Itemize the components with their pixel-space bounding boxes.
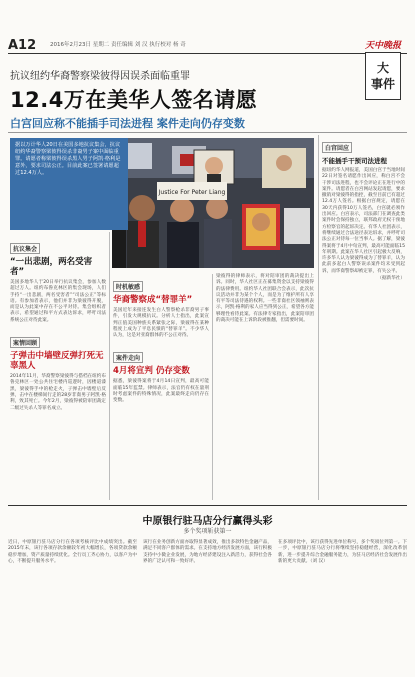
section-char-1: 大: [376, 61, 389, 75]
left-heading-1: “一出悲剧，两名受害者”: [10, 257, 93, 277]
lead-summary: 据以万计华人20日在美国多地抗议集会，抗议纽约华裔警察梁彼得误杀非裔男子案中面临重罪。请愿者称梁彼得误杀黑人男子阿凯·格利是意外，要求司法公正。目前此案已签署请愿超过12.4万人。: [15, 142, 121, 176]
sidebar-credit: （据新华社）: [377, 276, 405, 282]
column-center: [216, 274, 314, 324]
sidebar-heading: 不能插手干预司法进程: [322, 157, 387, 165]
left-heading-2: 子弹击中墙壁反弹打死无辜黑人: [10, 351, 104, 372]
section-box: [365, 52, 401, 100]
headline: 12.4万在美华人签名请愿: [10, 88, 258, 112]
kicker: 抗议纽约华裔警察梁彼得因误杀面临重罪: [10, 71, 190, 82]
left-tag-2: 案情回顾: [10, 337, 40, 348]
protest-sign-text: Justice For Peter Liang: [158, 189, 226, 196]
sidebar-right: [322, 135, 405, 281]
headline-rule: [8, 132, 407, 133]
page-meta: 2016年2月23日 星期二 责任编辑 刘 汉 执行校对 杨 奇: [50, 42, 186, 48]
sidebar-body: 据纽约华人网报道，美国白宫于当地时间22日对签名请愿作出回应，称白宫不会干涉司法进程，也不会评论正在进行中的案件。请愿者在白宫网站发起请愿，要求撤销对梁彼得的指控，截至目前已有超过12.4万人签名。根据白宫规定，请愿在30天内获得10万人签名，白宫就必须作出回应。白宫表示，司法部门在调查此类案件时会保持独立，联邦政府无权干预地方检察官的起诉决定。有华人社团表示，将继续通过合法途径表达诉求，并呼吁司法公正对待每一位当事人。据了解，梁彼得案将于4月中旬宣判，最高可能面临15年刑期。此案在华人社区引起极大反响，许多华人认为梁彼得成为了替罪羊，认为此前多起白人警察误杀案件均未受到起诉，而华裔警察却被定罪，有失公平。: [322, 168, 405, 274]
bank-advertorial: [8, 505, 407, 666]
left-tag-1: 抗议集会: [10, 243, 40, 254]
ad-col-1: 近日，中原银行驻马店分行在各项考核评比中成绩突出。截至2015年末，该行各项存款余额较年初大幅增长，各项贷款余额稳步增加，资产质量持续优化。全行员工齐心协力，以客户为中心，不断提升服务水平。: [8, 540, 137, 564]
mid-body-2: 据悉，梁彼得案将于4月14日宣判，最高可能面临15年监禁。律师表示，法官仍有权在量刑时考虑案件的特殊情况，此案最终走向仍存在变数。: [113, 379, 209, 404]
mid-tag-2: 案件走向: [113, 352, 143, 363]
ad-col-3: 在多项评比中，该行获得先进单位称号，多个奖项位列第一。下一步，中原银行驻马店分行将继续坚持稳健经营，深化改革创新，进一步提升综合金融服务能力，为驻马店经济社会发展作出新的更大贡献。（刘 汉）: [278, 540, 407, 564]
column-middle: [113, 274, 209, 405]
column-left: [10, 236, 106, 412]
mid-body-1: 美国近年来接连发生白人警察枪杀非裔男子事件，引发大规模抗议。分析人士指出，此案宣判正值美国种族关系紧张之际，梁彼得在某种程度上成为了平息民愤的“替罪羊”。不少华人认为，这是对亚裔群体的不公正对待。: [113, 308, 209, 339]
sidebar-tag: 白宫回应: [322, 142, 352, 153]
protest-photo: [112, 138, 314, 268]
subheadline: 白宫回应称不能插手司法进程 案件走向仍存变数: [10, 117, 245, 130]
lead-summary-box: [10, 138, 128, 230]
page-number: A12: [8, 38, 37, 53]
center-body: 梁彼得的律师表示，将对陪审团的裁决提出上诉。同时，华人社区正在募集资金以支持梁彼得的法律费用。纽约华人社团联合会表示，此次抗议活动并非为某个个人，而是为了维护所有人享有平等司法待遇的权利。一些非裔社区领袖则表示，阿凯·格利的家人应当得到公正，希望各方能够理性看待此案。有法律专家指出，此案陪审团的裁决可能在上诉阶段被推翻，但需要时间。: [216, 274, 314, 324]
ad-columns: [8, 540, 407, 565]
column-divider-right: [318, 135, 319, 500]
mid-heading-1: 华裔警察成“替罪羊”: [113, 295, 193, 305]
column-divider-center: [212, 274, 213, 500]
mid-heading-2: 4月将宣判 仍存变数: [113, 366, 190, 377]
left-body-1: 美国多地华人于20日举行抗议集会，参加人数超过万人。纽约布鲁克林区的集会现场，人们手持“一出悲剧，两名受害者”“司法公正”等标语。有参加者表示，他们并非为梁彼得开脱，而是认为此案中存在不公平对待。集会组织者表示，希望通过和平方式表达诉求，呼吁司法系统公正对待此案。: [10, 280, 106, 323]
left-body-2: 2014年11月，华裔警察梁彼得与搭档在纽约布鲁克林区一处公共住宅楼内巡逻时，因楼道漆黑，梁彼得手中的枪走火，子弹击中墙壁后反弹，击中在楼梯间行走的28岁非裔男子阿凯·格利，致其死亡。今年2月，梁彼得被陪审团裁定二级过失杀人等罪名成立。: [10, 374, 106, 411]
top-rule: [8, 53, 407, 54]
ad-subtitle: 多个奖项斩获第一: [183, 528, 232, 535]
column-divider-left: [109, 232, 110, 500]
section-char-2: 事件: [370, 77, 395, 91]
protest-photo-art: [112, 138, 314, 268]
ad-col-2: 该行在业务创新方面亦取得显著成效，推出多款特色金融产品，满足不同客户群体的需求。在支持地方经济发展方面，该行积极支持中小微企业发展，为地方经济建设注入新活力，获得社会各界的广泛认可和一致好评。: [143, 540, 272, 564]
mid-tag-1: 时机敏感: [113, 281, 143, 292]
newspaper-logo: 天中晚报: [364, 41, 401, 51]
ad-title: 中原银行驻马店分行赢得头彩: [142, 516, 273, 527]
